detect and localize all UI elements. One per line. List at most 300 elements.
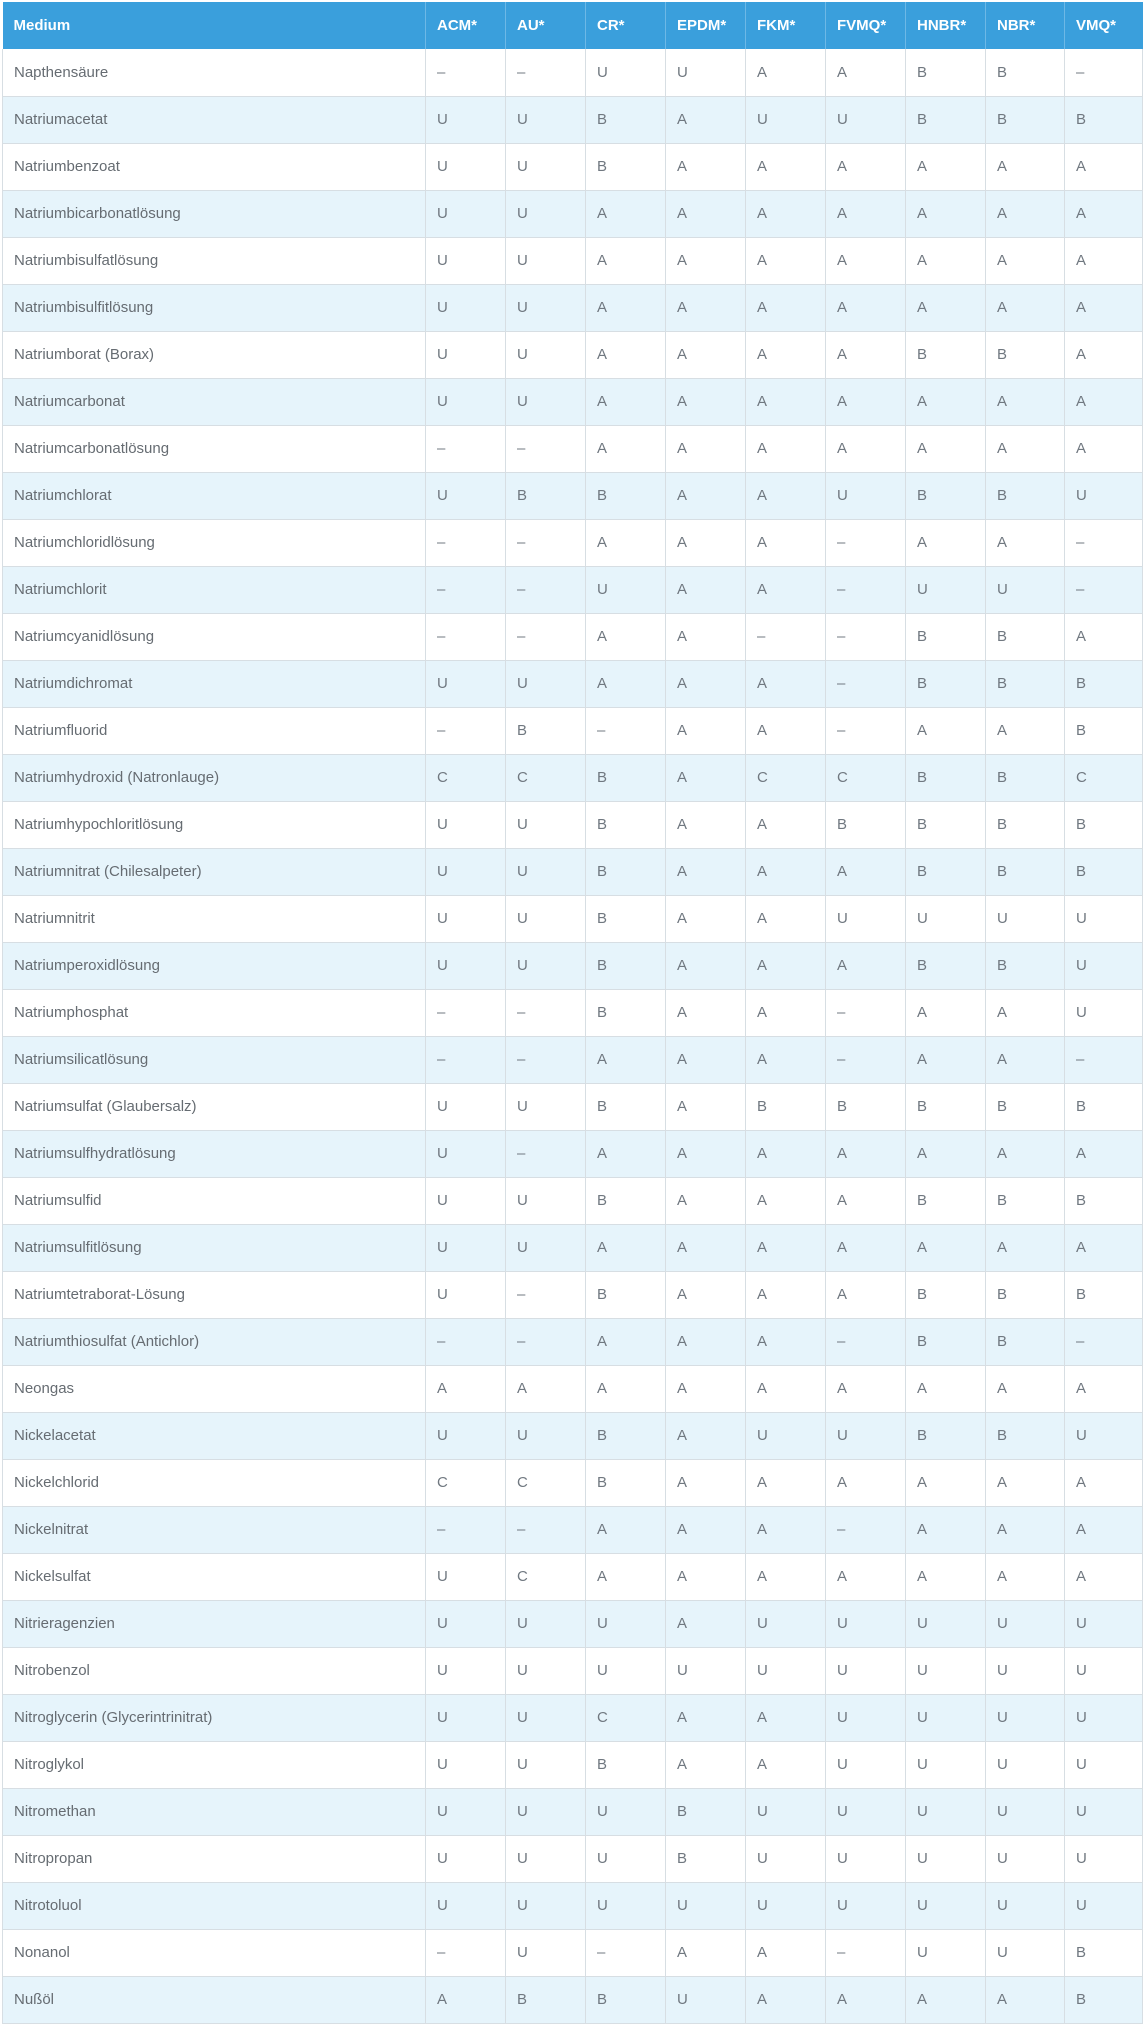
- rating-cell: A: [746, 1506, 826, 1553]
- rating-cell: –: [1065, 566, 1143, 613]
- rating-cell: A: [506, 1365, 586, 1412]
- rating-cell: A: [666, 1130, 746, 1177]
- table-row: [3, 237, 1143, 284]
- rating-cell: A: [746, 331, 826, 378]
- rating-cell: A: [746, 1741, 826, 1788]
- table-header-row: [3, 2, 1143, 49]
- rating-cell: A: [746, 1271, 826, 1318]
- rating-cell: B: [906, 1412, 986, 1459]
- table-row: [3, 1365, 1143, 1412]
- rating-cell: –: [426, 989, 506, 1036]
- medium-name-cell: Natriumsulfitlösung: [3, 1224, 426, 1271]
- rating-cell: U: [586, 1835, 666, 1882]
- column-header-fvmq: FVMQ*: [826, 2, 906, 49]
- rating-cell: –: [826, 566, 906, 613]
- rating-cell: A: [666, 519, 746, 566]
- rating-cell: U: [506, 190, 586, 237]
- table-row: [3, 1459, 1143, 1506]
- medium-name-cell: Natriumbenzoat: [3, 143, 426, 190]
- rating-cell: A: [666, 472, 746, 519]
- rating-cell: B: [586, 754, 666, 801]
- rating-cell: U: [426, 190, 506, 237]
- rating-cell: U: [506, 1412, 586, 1459]
- rating-cell: A: [826, 1224, 906, 1271]
- rating-cell: U: [506, 1224, 586, 1271]
- medium-name-cell: Natriumbicarbonatlösung: [3, 190, 426, 237]
- rating-cell: U: [426, 1553, 506, 1600]
- rating-cell: –: [426, 707, 506, 754]
- rating-cell: –: [506, 1506, 586, 1553]
- medium-name-cell: Nußöl: [3, 1976, 426, 2023]
- table-row: [3, 566, 1143, 613]
- table-row: [3, 1177, 1143, 1224]
- rating-cell: B: [1065, 96, 1143, 143]
- medium-name-cell: Nickelnitrat: [3, 1506, 426, 1553]
- rating-cell: U: [586, 49, 666, 96]
- rating-cell: –: [426, 425, 506, 472]
- rating-cell: U: [506, 1929, 586, 1976]
- medium-name-cell: Natriumborat (Borax): [3, 331, 426, 378]
- table-row: [3, 660, 1143, 707]
- rating-cell: A: [1065, 378, 1143, 425]
- rating-cell: U: [986, 1929, 1065, 1976]
- rating-cell: –: [826, 1506, 906, 1553]
- rating-cell: –: [426, 1036, 506, 1083]
- rating-cell: A: [1065, 1224, 1143, 1271]
- rating-cell: A: [666, 942, 746, 989]
- rating-cell: A: [986, 1224, 1065, 1271]
- rating-cell: U: [906, 1694, 986, 1741]
- table-body: [3, 49, 1143, 2023]
- rating-cell: B: [586, 895, 666, 942]
- rating-cell: U: [586, 1788, 666, 1835]
- rating-cell: A: [906, 237, 986, 284]
- rating-cell: U: [906, 1788, 986, 1835]
- rating-cell: C: [586, 1694, 666, 1741]
- rating-cell: –: [826, 519, 906, 566]
- table-row: [3, 1929, 1143, 1976]
- rating-cell: U: [426, 1177, 506, 1224]
- rating-cell: B: [506, 707, 586, 754]
- rating-cell: A: [586, 190, 666, 237]
- rating-cell: U: [426, 1835, 506, 1882]
- table-row: [3, 895, 1143, 942]
- rating-cell: U: [746, 1647, 826, 1694]
- rating-cell: A: [666, 801, 746, 848]
- rating-cell: B: [666, 1788, 746, 1835]
- rating-cell: B: [506, 1976, 586, 2023]
- table-row: [3, 1741, 1143, 1788]
- rating-cell: U: [986, 1741, 1065, 1788]
- rating-cell: A: [746, 989, 826, 1036]
- rating-cell: A: [586, 1553, 666, 1600]
- rating-cell: A: [586, 284, 666, 331]
- rating-cell: U: [586, 1882, 666, 1929]
- rating-cell: U: [426, 848, 506, 895]
- medium-name-cell: Natriumcarbonatlösung: [3, 425, 426, 472]
- rating-cell: A: [826, 848, 906, 895]
- rating-cell: A: [906, 1976, 986, 2023]
- rating-cell: A: [906, 190, 986, 237]
- medium-name-cell: Natriumthiosulfat (Antichlor): [3, 1318, 426, 1365]
- rating-cell: U: [506, 1647, 586, 1694]
- rating-cell: A: [986, 1976, 1065, 2023]
- rating-cell: A: [906, 284, 986, 331]
- rating-cell: U: [1065, 472, 1143, 519]
- rating-cell: B: [586, 1459, 666, 1506]
- rating-cell: –: [426, 566, 506, 613]
- rating-cell: B: [826, 801, 906, 848]
- rating-cell: B: [986, 942, 1065, 989]
- rating-cell: A: [986, 1459, 1065, 1506]
- rating-cell: U: [826, 1788, 906, 1835]
- rating-cell: A: [746, 1130, 826, 1177]
- rating-cell: –: [426, 519, 506, 566]
- rating-cell: U: [426, 1271, 506, 1318]
- rating-cell: A: [826, 143, 906, 190]
- rating-cell: B: [986, 848, 1065, 895]
- rating-cell: –: [586, 707, 666, 754]
- rating-cell: A: [1065, 237, 1143, 284]
- rating-cell: A: [746, 472, 826, 519]
- rating-cell: U: [826, 1741, 906, 1788]
- rating-cell: U: [426, 1600, 506, 1647]
- rating-cell: A: [666, 1506, 746, 1553]
- rating-cell: B: [586, 942, 666, 989]
- rating-cell: U: [746, 1788, 826, 1835]
- rating-cell: A: [1065, 1553, 1143, 1600]
- rating-cell: A: [986, 190, 1065, 237]
- rating-cell: A: [746, 1694, 826, 1741]
- rating-cell: B: [586, 1741, 666, 1788]
- table-row: [3, 1788, 1143, 1835]
- rating-cell: A: [666, 1083, 746, 1130]
- rating-cell: A: [1065, 613, 1143, 660]
- rating-cell: A: [986, 1036, 1065, 1083]
- rating-cell: A: [906, 519, 986, 566]
- rating-cell: U: [506, 660, 586, 707]
- rating-cell: B: [1065, 707, 1143, 754]
- rating-cell: C: [506, 1553, 586, 1600]
- rating-cell: B: [826, 1083, 906, 1130]
- table-row: [3, 1694, 1143, 1741]
- rating-cell: A: [746, 284, 826, 331]
- rating-cell: B: [1065, 1271, 1143, 1318]
- rating-cell: B: [1065, 1177, 1143, 1224]
- table-row: [3, 942, 1143, 989]
- rating-cell: A: [1065, 331, 1143, 378]
- rating-cell: U: [506, 1600, 586, 1647]
- rating-cell: A: [1065, 190, 1143, 237]
- rating-cell: U: [986, 1600, 1065, 1647]
- rating-cell: –: [826, 1036, 906, 1083]
- rating-cell: U: [426, 1694, 506, 1741]
- medium-name-cell: Neongas: [3, 1365, 426, 1412]
- rating-cell: A: [666, 1224, 746, 1271]
- table-row: [3, 1412, 1143, 1459]
- rating-cell: B: [986, 660, 1065, 707]
- rating-cell: U: [986, 1835, 1065, 1882]
- rating-cell: A: [746, 660, 826, 707]
- table-row: [3, 284, 1143, 331]
- rating-cell: A: [586, 1036, 666, 1083]
- rating-cell: B: [906, 801, 986, 848]
- rating-cell: A: [826, 1271, 906, 1318]
- rating-cell: –: [826, 1929, 906, 1976]
- medium-name-cell: Natriumtetraborat-Lösung: [3, 1271, 426, 1318]
- rating-cell: –: [506, 1318, 586, 1365]
- rating-cell: U: [1065, 1835, 1143, 1882]
- table-row: [3, 1036, 1143, 1083]
- medium-name-cell: Nitromethan: [3, 1788, 426, 1835]
- medium-name-cell: Nickelsulfat: [3, 1553, 426, 1600]
- rating-cell: A: [826, 425, 906, 472]
- rating-cell: A: [666, 143, 746, 190]
- rating-cell: A: [746, 378, 826, 425]
- medium-name-cell: Nickelacetat: [3, 1412, 426, 1459]
- rating-cell: –: [746, 613, 826, 660]
- rating-cell: U: [426, 1647, 506, 1694]
- table-row: [3, 1553, 1143, 1600]
- rating-cell: U: [906, 1835, 986, 1882]
- medium-name-cell: Natriumcyanidlösung: [3, 613, 426, 660]
- rating-cell: U: [426, 1412, 506, 1459]
- table-row: [3, 378, 1143, 425]
- rating-cell: A: [906, 1365, 986, 1412]
- rating-cell: B: [906, 660, 986, 707]
- rating-cell: A: [986, 143, 1065, 190]
- rating-cell: U: [906, 1600, 986, 1647]
- rating-cell: B: [986, 1083, 1065, 1130]
- rating-cell: U: [426, 1224, 506, 1271]
- rating-cell: B: [906, 613, 986, 660]
- rating-cell: A: [746, 49, 826, 96]
- medium-name-cell: Natriumsulfid: [3, 1177, 426, 1224]
- rating-cell: A: [746, 519, 826, 566]
- rating-cell: A: [826, 1976, 906, 2023]
- rating-cell: A: [826, 284, 906, 331]
- column-header-epdm: EPDM*: [666, 2, 746, 49]
- rating-cell: U: [906, 566, 986, 613]
- rating-cell: A: [826, 49, 906, 96]
- medium-name-cell: Natriumacetat: [3, 96, 426, 143]
- rating-cell: U: [826, 1835, 906, 1882]
- rating-cell: U: [826, 1412, 906, 1459]
- rating-cell: A: [826, 1177, 906, 1224]
- rating-cell: U: [426, 284, 506, 331]
- rating-cell: A: [746, 237, 826, 284]
- rating-cell: A: [906, 1130, 986, 1177]
- medium-name-cell: Natriumchloridlösung: [3, 519, 426, 566]
- rating-cell: –: [586, 1929, 666, 1976]
- rating-cell: U: [1065, 1788, 1143, 1835]
- rating-cell: B: [906, 49, 986, 96]
- rating-cell: A: [906, 378, 986, 425]
- rating-cell: A: [586, 519, 666, 566]
- medium-name-cell: Natriumperoxidlösung: [3, 942, 426, 989]
- table-row: [3, 190, 1143, 237]
- medium-name-cell: Natriumdichromat: [3, 660, 426, 707]
- rating-cell: U: [586, 1647, 666, 1694]
- rating-cell: B: [986, 1318, 1065, 1365]
- rating-cell: U: [506, 1177, 586, 1224]
- rating-cell: A: [586, 425, 666, 472]
- rating-cell: U: [506, 96, 586, 143]
- column-header-hnbr: HNBR*: [906, 2, 986, 49]
- column-header-nbr: NBR*: [986, 2, 1065, 49]
- rating-cell: A: [666, 660, 746, 707]
- medium-name-cell: Nitropropan: [3, 1835, 426, 1882]
- rating-cell: –: [426, 1318, 506, 1365]
- rating-cell: U: [506, 331, 586, 378]
- rating-cell: C: [426, 754, 506, 801]
- rating-cell: A: [986, 378, 1065, 425]
- rating-cell: A: [826, 378, 906, 425]
- rating-cell: –: [1065, 1318, 1143, 1365]
- rating-cell: A: [666, 1177, 746, 1224]
- rating-cell: A: [826, 942, 906, 989]
- medium-name-cell: Natriumsulfat (Glaubersalz): [3, 1083, 426, 1130]
- table-row: [3, 1224, 1143, 1271]
- rating-cell: –: [826, 989, 906, 1036]
- rating-cell: B: [586, 472, 666, 519]
- rating-cell: B: [746, 1083, 826, 1130]
- rating-cell: B: [586, 1271, 666, 1318]
- rating-cell: A: [906, 1036, 986, 1083]
- rating-cell: U: [826, 1647, 906, 1694]
- table-row: [3, 331, 1143, 378]
- rating-cell: A: [1065, 1506, 1143, 1553]
- rating-cell: A: [906, 425, 986, 472]
- rating-cell: –: [826, 707, 906, 754]
- rating-cell: B: [586, 1177, 666, 1224]
- table-row: [3, 801, 1143, 848]
- rating-cell: A: [746, 1318, 826, 1365]
- rating-cell: U: [426, 895, 506, 942]
- rating-cell: U: [746, 1835, 826, 1882]
- rating-cell: –: [1065, 1036, 1143, 1083]
- rating-cell: –: [426, 1929, 506, 1976]
- medium-name-cell: Nitrotoluol: [3, 1882, 426, 1929]
- rating-cell: B: [906, 1318, 986, 1365]
- rating-cell: A: [746, 425, 826, 472]
- resistance-table-container: [2, 2, 1144, 2024]
- rating-cell: U: [506, 1083, 586, 1130]
- rating-cell: A: [586, 1365, 666, 1412]
- rating-cell: A: [666, 1459, 746, 1506]
- medium-name-cell: Nitrieragenzien: [3, 1600, 426, 1647]
- rating-cell: A: [426, 1976, 506, 2023]
- rating-cell: A: [746, 190, 826, 237]
- rating-cell: B: [906, 96, 986, 143]
- rating-cell: B: [586, 989, 666, 1036]
- table-row: [3, 1318, 1143, 1365]
- medium-name-cell: Nitroglykol: [3, 1741, 426, 1788]
- rating-cell: B: [1065, 801, 1143, 848]
- medium-name-cell: Nickelchlorid: [3, 1459, 426, 1506]
- table-row: [3, 1976, 1143, 2023]
- rating-cell: A: [666, 1365, 746, 1412]
- rating-cell: A: [586, 237, 666, 284]
- rating-cell: A: [906, 1459, 986, 1506]
- rating-cell: A: [746, 801, 826, 848]
- column-header-medium: Medium: [3, 2, 426, 49]
- rating-cell: A: [906, 1553, 986, 1600]
- rating-cell: A: [746, 942, 826, 989]
- rating-cell: U: [426, 237, 506, 284]
- rating-cell: A: [666, 331, 746, 378]
- rating-cell: U: [426, 1882, 506, 1929]
- rating-cell: –: [1065, 519, 1143, 566]
- rating-cell: A: [986, 989, 1065, 1036]
- rating-cell: A: [666, 707, 746, 754]
- rating-cell: C: [426, 1459, 506, 1506]
- rating-cell: A: [666, 613, 746, 660]
- rating-cell: U: [826, 895, 906, 942]
- rating-cell: –: [506, 425, 586, 472]
- rating-cell: U: [426, 472, 506, 519]
- medium-name-cell: Natriumfluorid: [3, 707, 426, 754]
- rating-cell: A: [746, 1929, 826, 1976]
- rating-cell: C: [1065, 754, 1143, 801]
- rating-cell: A: [666, 1271, 746, 1318]
- rating-cell: U: [506, 378, 586, 425]
- rating-cell: B: [906, 1271, 986, 1318]
- rating-cell: B: [586, 1412, 666, 1459]
- rating-cell: A: [586, 331, 666, 378]
- medium-name-cell: Nonanol: [3, 1929, 426, 1976]
- rating-cell: U: [746, 1600, 826, 1647]
- medium-name-cell: Natriumchlorat: [3, 472, 426, 519]
- rating-cell: –: [506, 1271, 586, 1318]
- rating-cell: –: [826, 613, 906, 660]
- rating-cell: A: [826, 1130, 906, 1177]
- rating-cell: –: [506, 613, 586, 660]
- rating-cell: U: [1065, 1600, 1143, 1647]
- rating-cell: –: [506, 1130, 586, 1177]
- rating-cell: B: [986, 754, 1065, 801]
- rating-cell: B: [586, 1976, 666, 2023]
- rating-cell: U: [506, 1694, 586, 1741]
- rating-cell: A: [666, 1412, 746, 1459]
- rating-cell: A: [666, 1929, 746, 1976]
- medium-name-cell: Napthensäure: [3, 49, 426, 96]
- table-row: [3, 472, 1143, 519]
- rating-cell: A: [666, 378, 746, 425]
- rating-cell: A: [666, 237, 746, 284]
- rating-cell: A: [666, 96, 746, 143]
- rating-cell: A: [986, 1506, 1065, 1553]
- rating-cell: A: [1065, 425, 1143, 472]
- rating-cell: A: [826, 190, 906, 237]
- table-row: [3, 1271, 1143, 1318]
- rating-cell: U: [906, 1882, 986, 1929]
- rating-cell: B: [986, 331, 1065, 378]
- rating-cell: A: [586, 613, 666, 660]
- rating-cell: B: [906, 1177, 986, 1224]
- rating-cell: U: [1065, 1694, 1143, 1741]
- rating-cell: A: [746, 143, 826, 190]
- medium-name-cell: Natriumbisulfitlösung: [3, 284, 426, 331]
- rating-cell: U: [426, 96, 506, 143]
- rating-cell: A: [826, 1459, 906, 1506]
- column-header-acm: ACM*: [426, 2, 506, 49]
- rating-cell: A: [1065, 1365, 1143, 1412]
- rating-cell: U: [666, 1647, 746, 1694]
- table-row: [3, 707, 1143, 754]
- rating-cell: A: [666, 190, 746, 237]
- rating-cell: A: [666, 1741, 746, 1788]
